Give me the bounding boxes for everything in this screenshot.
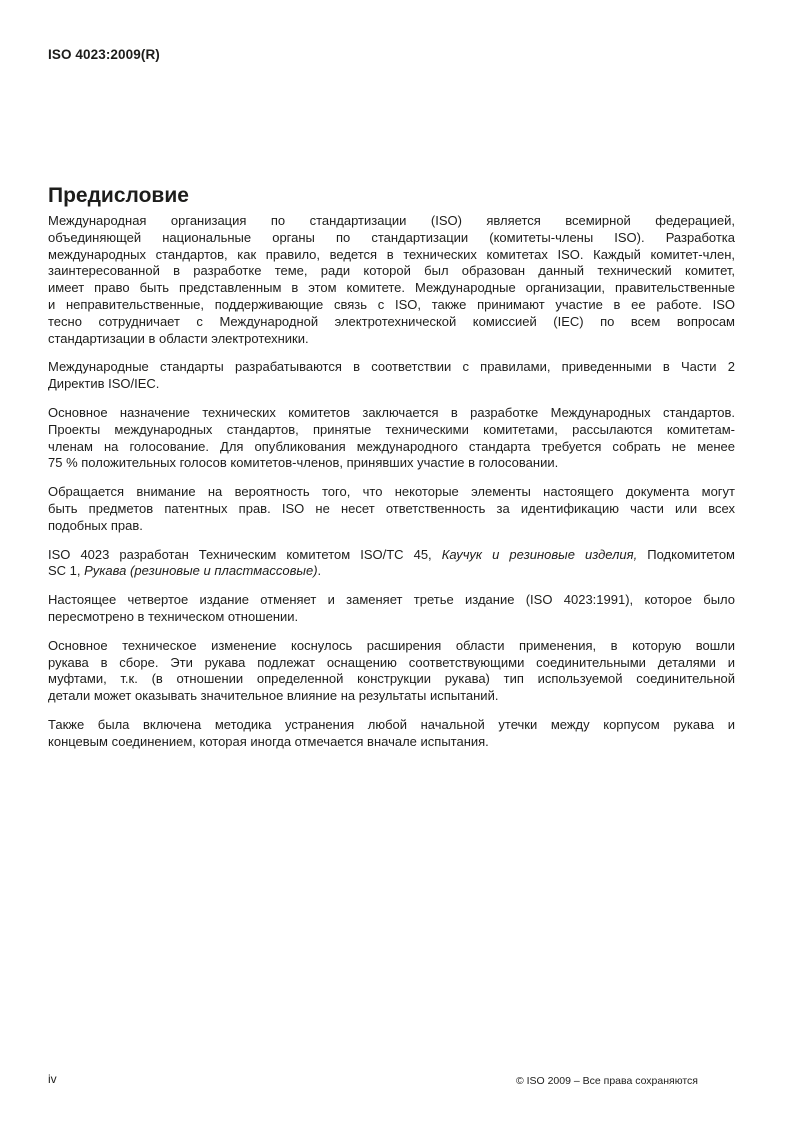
text-line: стандартизации в области электротехники. [48, 330, 309, 346]
foreword-paragraph [48, 213, 735, 347]
text-segment: ISO 4023 разработан Техническим комитетом ISO/TC 45, [48, 546, 442, 562]
text-line: тесно сотрудничает с Международной электротехнической комиссией (IEC) по всем вопросам [48, 313, 735, 329]
text-line: Основное назначение технических комитетов заключается в разработке Международных стандартов. [48, 404, 735, 420]
copyright-notice: © ISO 2009 – Все права сохраняются [515, 1075, 698, 1087]
text-line: муфтами, т.к. (в отношении определенной конструкции рукава) тип используемой соединительной [48, 671, 735, 687]
foreword-paragraph [48, 638, 735, 705]
text-line [48, 547, 735, 564]
text-line: Обращается внимание на вероятность того, что некоторые элементы настоящего документа могут [48, 484, 735, 500]
text-line: Международная организация по стандартизации (ISO) является всемирной федерацией, [48, 213, 735, 228]
text-line: международных стандартов, как правило, ведется в технических комитетах ISO. Каждый комитет-член, [48, 246, 735, 262]
italic-text-segment: Каучук и резиновые изделия, [441, 546, 638, 562]
text-line: подобных прав. [48, 517, 143, 533]
text-line: 75 % положительных голосов комитетов-членов, принявших участие в голосовании. [48, 455, 559, 471]
text-line: членам на голосование. Для опубликования международного стандарта требуется собрать не менее [48, 438, 735, 454]
page-title: Предисловие [48, 184, 189, 208]
text-line: заинтересованной в разработке теме, ради которой был образован данный технический комитет, [48, 263, 735, 279]
text-line [48, 563, 735, 580]
foreword-paragraph [48, 359, 735, 393]
standard-reference-header: ISO 4023:2009(R) [48, 47, 160, 62]
text-line: Проекты международных стандартов, принятые техническими комитетами, рассылаются комитетам- [48, 421, 735, 437]
foreword-body [48, 213, 735, 763]
text-line: детали может оказывать значительное влияние на результаты испытаний. [48, 688, 499, 704]
foreword-paragraph [48, 484, 735, 534]
text-line: Международные стандарты разрабатываются в соответствии с правилами, приведенными в Части 2 [48, 359, 735, 375]
page-number: iv [48, 1072, 57, 1086]
foreword-paragraph [48, 405, 735, 472]
text-line: концевым соединением, которая иногда отмечается вначале испытания. [48, 733, 489, 749]
text-line: объединяющей национальные органы по стандартизации (комитеты-члены ISO). Разработка [48, 229, 735, 245]
text-line: быть предметов патентных прав. ISO не несет ответственность за идентификацию части или всех [48, 500, 735, 516]
text-line: Основное техническое изменение коснулось расширения области применения, в которую вошли [48, 637, 735, 653]
text-line: имеет право быть представленным в этом комитете. Международные организации, правительственные [48, 280, 735, 296]
foreword-paragraph [48, 592, 735, 626]
text-line: рукава в сборе. Эти рукава подлежат оснащению соответствующими соединительными деталями и [48, 654, 735, 670]
text-line: пересмотрено в техническом отношении. [48, 608, 299, 624]
text-line: Также была включена методика устранения любой начальной утечки между корпусом рукава и [48, 716, 735, 732]
text-line: и неправительственные, поддерживающие связь с ISO, также принимают участие в ее работе. ISO [48, 296, 735, 312]
text-line: Директив ISO/IEC. [48, 376, 160, 392]
foreword-paragraph [48, 547, 735, 581]
text-segment: SC 1, [48, 563, 85, 579]
text-segment: Подкомитетом [637, 546, 735, 562]
text-line: Настоящее четвертое издание отменяет и заменяет третье издание (ISO 4023:1991), которое было [48, 592, 735, 608]
text-segment: . [317, 563, 322, 579]
italic-text-segment: Рукава (резиновые и пластмассовые) [84, 563, 318, 579]
foreword-paragraph [48, 717, 735, 751]
